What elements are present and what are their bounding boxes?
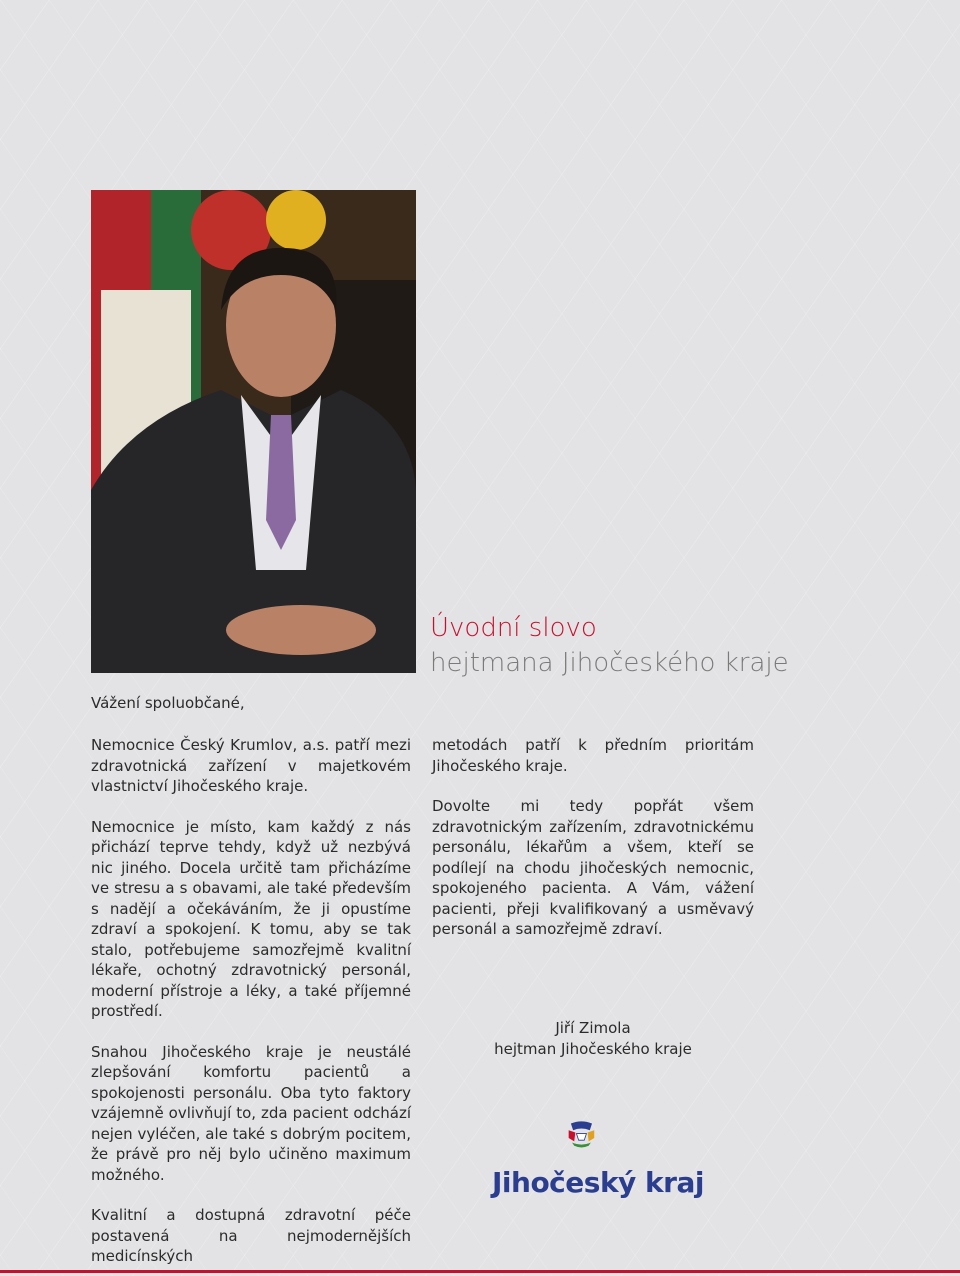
greeting: Vážení spoluobčané,: [91, 694, 245, 712]
paragraph: Nemocnice je místo, kam každý z nás přichází teprve tehdy, když už nezbývá nic jiného. Docela určitě tam přicházíme ve stresu a s obavami, ale také především s nadějí a očekáváním, že ji opustíme zdraví a spokojení. K tomu, aby se tak stalo, potřebujeme samozřejmě kvalitní lékaře, ochotný zdravotnický personál, moderní přístroje a léky, a také příjemné prostředí.: [91, 817, 411, 1020]
jihocesky-kraj-logo-icon: [492, 1118, 692, 1168]
heading-subtitle: hejtmana Jihočeského kraje: [430, 648, 789, 678]
signature-name: Jiří Zimola: [555, 1019, 631, 1037]
paragraph: Dovolte mi tedy popřát všem zdravotnickým zařízením, zdravotnickému personálu, lékařům a všem, kteří se podílejí na chodu jihočeských nemocnic, spokojeného pacienta. A Vám, vážení pacienti, přeji kvalifikovaný a usměvavý personál a samozřejmě zdraví.: [432, 797, 754, 938]
paragraph: Kvalitní a dostupná zdravotní péče postavená na nejmodernějších medicínských: [91, 1206, 411, 1265]
logo-text: Jihočeský kraj: [492, 1166, 704, 1199]
right-column: [432, 735, 754, 960]
paragraph: metodách patří k předním prioritám Jihočeského kraje.: [432, 736, 754, 775]
signature: [432, 1018, 754, 1060]
signature-role: hejtman Jihočeského kraje: [494, 1040, 692, 1058]
paragraph: Nemocnice Český Krumlov, a.s. patří mezi zdravotnická zařízení v majetkovém vlastnictví Jihočeského kraje.: [91, 736, 411, 795]
page-heading: [430, 610, 930, 680]
heading-title: Úvodní slovo: [430, 613, 597, 643]
portrait-photo: [91, 190, 416, 673]
bottom-accent-line: [0, 1270, 960, 1273]
paragraph: Snahou Jihočeského kraje je neustálé zlepšování komfortu pacientů a spokojenosti personálu. Oba tyto faktory vzájemně ovlivňují to, zda pacient odchází nejen vyléčen, ale také s dobrým pocitem, že právě pro něj bylo učiněno maximum možného.: [91, 1042, 411, 1184]
left-column: [91, 735, 411, 1267]
